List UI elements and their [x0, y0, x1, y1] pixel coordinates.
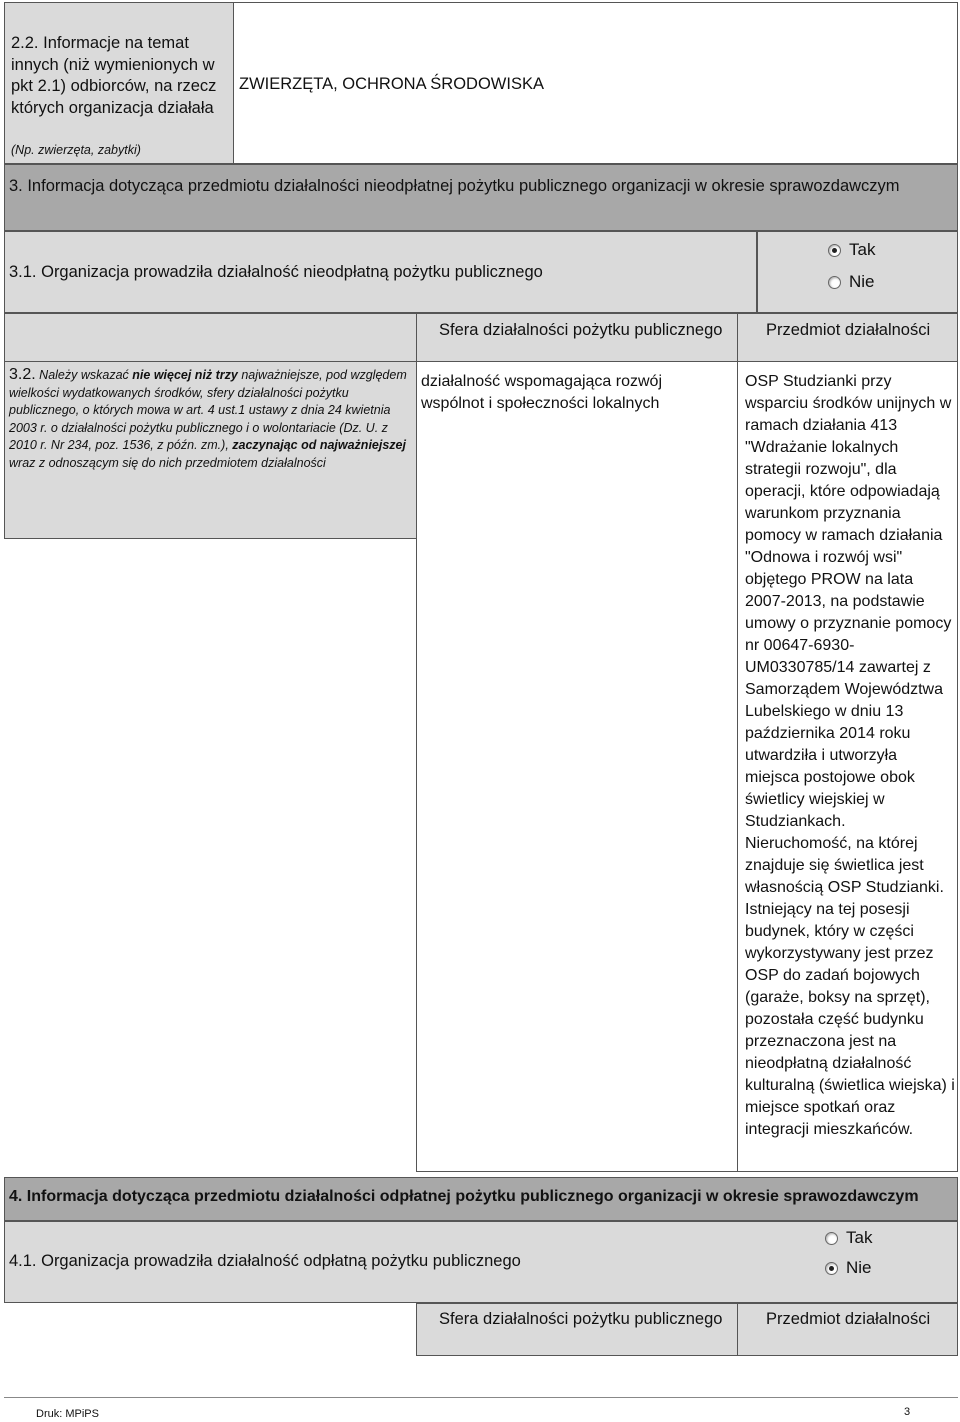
section-2-2-label: 2.2. Informacje na temat innych (niż wymienionych w pkt 2.1) odbiorców, na rzecz których organizacja działała — [11, 34, 217, 117]
question-3-2-bold2: zaczynając od najważniejszej — [232, 438, 406, 452]
radio-label: Tak — [849, 240, 876, 259]
question-3-2-number: 3.2. — [9, 366, 36, 383]
question-3-2-part3: wraz z odnoszącym się do nich przedmiotem działalności — [9, 455, 326, 470]
footer-page-number: 3 — [904, 1406, 911, 1418]
footer-print-label: Druk: MPiPS — [36, 1408, 99, 1420]
column-header-przedmiot-4 — [737, 1303, 958, 1356]
question-4-1-text: 4.1. Organizacja prowadziła działalność odpłatną pożytku publicznego — [9, 1252, 521, 1270]
section-2-2-value: ZWIERZĘTA, OCHRONA ŚRODOWISKA — [239, 75, 544, 93]
column-header-sfera-text: Sfera działalności pożytku publicznego — [439, 321, 723, 339]
column-header-przedmiot-text: Przedmiot działalności — [766, 1310, 931, 1328]
section-2-2-value-cell[interactable] — [233, 2, 958, 164]
question-3-1-options-cell — [757, 231, 958, 313]
radio-tak-3-1[interactable] — [828, 240, 875, 260]
section-4-header — [4, 1177, 958, 1221]
radio-label: Tak — [846, 1228, 873, 1247]
sfera-value: działalność wspomagająca rozwój wspólnot i społeczności lokalnych — [421, 373, 663, 412]
radio-unchecked-icon[interactable] — [828, 276, 841, 289]
radio-unchecked-icon[interactable] — [825, 1232, 838, 1245]
section-3-header-text: 3. Informacja dotycząca przedmiotu działalności nieodpłatnej pożytku publicznego organizacji w okresie sprawozdawczym — [9, 177, 900, 195]
question-3-2-bold1: nie więcej niż trzy — [132, 368, 238, 382]
radio-nie-3-1[interactable] — [828, 272, 875, 292]
przedmiot-value-cell[interactable] — [737, 361, 958, 1172]
question-3-1-cell — [4, 231, 757, 313]
sfera-value-cell[interactable] — [416, 361, 738, 1172]
question-3-2-part1: Należy wskazać — [39, 368, 129, 382]
radio-nie-4-1[interactable] — [825, 1258, 872, 1278]
radio-label: Nie — [846, 1258, 872, 1277]
column-header-sfera-3 — [416, 313, 738, 362]
przedmiot-value: OSP Studzianki przy wsparciu środków unijnych w ramach działania 413 "Wdrażanie lokalnych strategii rozwoju", dla operacji, które odpowiadają warunkom przyznania pomocy w ramach działania "Odnowa i rozwój wsi" objętego PROW na lata 2007-2013, na podstawie umowy o przyznanie pomocy nr 00647-6930-UM0330785/14 zawartej z Samorządem Województwa Lubelskiego w dniu 13 października 2014 roku utwardziła i utworzyła miejsca postojowe obok świetlicy wiejskiej w Studziankach. Nieruchomość, na której znajduje się świetlica jest własnością OSP Studzianki. Istniejący na tej posesji budynek, który w części wykorzystywany jest przez OSP do zadań bojowych (garaże, boksy na sprzęt), pozostała część budynku przeznaczona jest na nieodpłatną działalność kulturalną (świetlica wiejska) i miejsce spotkań oraz integracji mieszkańców. — [745, 373, 955, 1138]
section-3-2-empty-header — [4, 313, 417, 362]
radio-checked-icon[interactable] — [828, 244, 841, 257]
question-3-1-text: 3.1. Organizacja prowadziła działalność nieodpłatną pożytku publicznego — [9, 263, 543, 281]
radio-tak-4-1[interactable] — [825, 1228, 872, 1248]
section-2-2-hint: (Np. zwierzęta, zabytki) — [11, 143, 141, 157]
column-header-sfera-4 — [416, 1303, 738, 1356]
footer-divider — [4, 1397, 958, 1398]
section-2-2-label-cell — [4, 2, 234, 164]
column-header-przedmiot-3 — [737, 313, 958, 362]
question-3-2-part2: najważniejsze, pod względem wielkości wydatkowanych środków, sfery działalności pożytku publicznego, o których mowa w art. 4 ust.1 ustawy z dnia 24 kwietnia 2003 r. o działalności pożytku publicznego i o wolontariacie (Dz. U. z 2010 r. Nr 234, poz. 1536, z późn. zm.), — [9, 368, 407, 452]
column-header-sfera-text: Sfera działalności pożytku publicznego — [439, 1310, 723, 1328]
question-4-1-cell — [4, 1221, 958, 1303]
radio-label: Nie — [849, 272, 875, 291]
radio-checked-icon[interactable] — [825, 1262, 838, 1275]
column-header-przedmiot-text: Przedmiot działalności — [766, 321, 931, 339]
question-3-2-cell — [4, 361, 417, 539]
question-3-2-text — [9, 366, 413, 472]
section-3-header — [4, 164, 958, 231]
section-4-header-text: 4. Informacja dotycząca przedmiotu działalności odpłatnej pożytku publicznego organizacji w okresie sprawozdawczym — [9, 1188, 919, 1205]
